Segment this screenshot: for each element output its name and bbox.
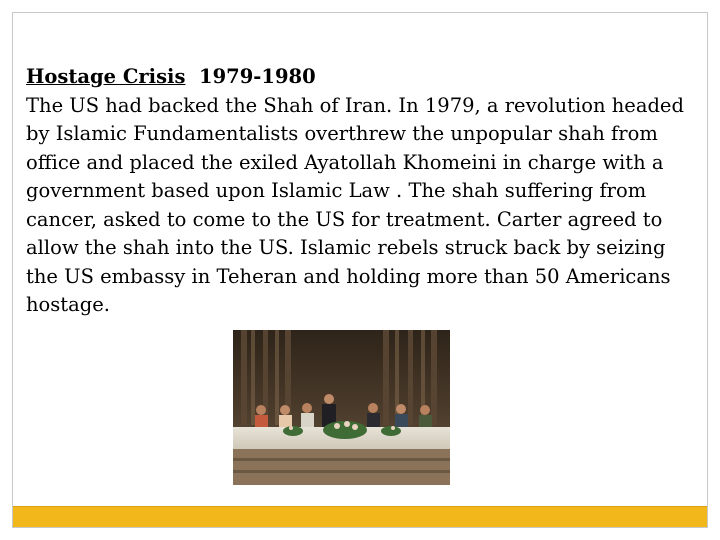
slide xyxy=(12,12,708,528)
heading-years: 1979-1980 xyxy=(199,65,316,88)
slide-content xyxy=(26,63,702,320)
state-dinner-photo xyxy=(233,330,450,485)
body-paragraph: The US had backed the Shah of Iran. In 1979, a revolution headed by Islamic Fundamentalists overthrew the unpopular shah from office and placed the exiled Ayatollah Khomeini in charge with a government based upon Islamic Law . The shah suffering from cancer, asked to come to the US for treatment. Carter agreed to allow the shah into the US. Islamic rebels struck back by seizing the US embassy in Teheran and holding more than 50 Americans hostage. xyxy=(26,93,684,316)
slide-heading xyxy=(26,63,702,92)
footer-bar xyxy=(13,506,707,527)
heading-title: Hostage Crisis xyxy=(26,65,186,88)
